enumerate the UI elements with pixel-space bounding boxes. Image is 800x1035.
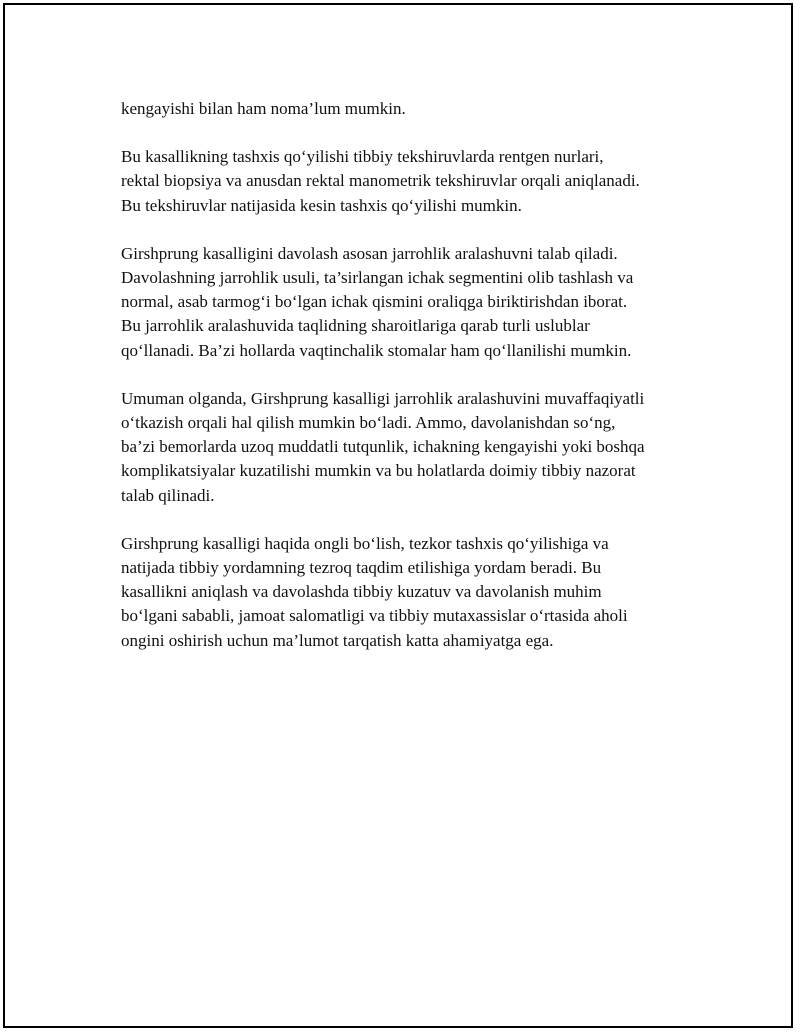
paragraph-1 xyxy=(121,97,721,121)
text-line: Bu jarrohlik aralashuvida taqlidning sharoitlariga qarab turli uslublar xyxy=(121,316,590,336)
text-line: o‘tkazish orqali hal qilish mumkin bo‘ladi. Ammo, davolanishdan so‘ng, xyxy=(121,413,616,433)
text-line: kengayishi bilan ham noma’lum mumkin. xyxy=(121,99,406,118)
document-body xyxy=(121,97,721,677)
text-line: rektal biopsiya va anusdan rektal manometrik tekshiruvlar orqali aniqlanadi. xyxy=(121,171,640,191)
text-line: Girshprung kasalligi haqida ongli bo‘lish, tezkor tashxis qo‘yilishiga va xyxy=(121,533,609,553)
text-line: natijada tibbiy yordamning tezroq taqdim etilishiga yordam beradi. Bu xyxy=(121,558,602,578)
paragraph-4 xyxy=(121,387,721,508)
page-frame xyxy=(3,3,793,1028)
paragraph-5 xyxy=(121,532,721,653)
text-line: qo‘llanadi. Ba’zi hollarda vaqtinchalik stomalar ham qo‘llanilishi mumkin. xyxy=(121,340,632,360)
text-line: Umuman olganda, Girshprung kasalligi jarrohlik aralashuvini muvaffaqiyatli xyxy=(121,388,645,408)
text-line: Davolashning jarrohlik usuli, ta’sirlangan ichak segmentini olib tashlash va xyxy=(121,268,634,288)
paragraph-3 xyxy=(121,242,721,363)
text-line: Bu tekshiruvlar natijasida kesin tashxis qo‘yilishi mumkin. xyxy=(121,195,522,215)
text-line: normal, asab tarmog‘i bo‘lgan ichak qismini oraliqga biriktirishdan iborat. xyxy=(121,292,628,312)
text-line: Girshprung kasalligini davolash asosan jarrohlik aralashuvni talab qiladi. xyxy=(121,243,618,263)
text-line: ba’zi bemorlarda uzoq muddatli tutqunlik, ichakning kengayishi yoki boshqa xyxy=(121,437,645,457)
text-line: bo‘lgani sababli, jamoat salomatligi va tibbiy mutaxassislar o‘rtasida aholi xyxy=(121,606,628,626)
text-line: ongini oshirish uchun ma’lumot tarqatish katta ahamiyatga ega. xyxy=(121,630,554,650)
text-line: Bu kasallikning tashxis qo‘yilishi tibbiy tekshiruvlarda rentgen nurlari, xyxy=(121,147,604,167)
text-line: komplikatsiyalar kuzatilishi mumkin va bu holatlarda doimiy tibbiy nazorat xyxy=(121,461,636,481)
text-line: kasallikni aniqlash va davolashda tibbiy kuzatuv va davolanish muhim xyxy=(121,582,602,602)
paragraph-2 xyxy=(121,145,721,218)
text-line: talab qilinadi. xyxy=(121,485,215,505)
